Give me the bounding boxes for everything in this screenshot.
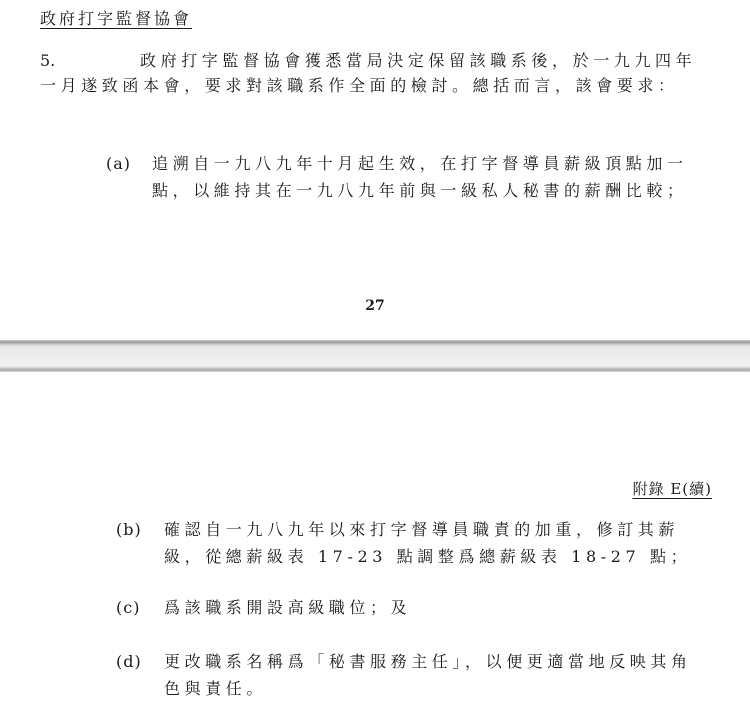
list-item-label: (d) (116, 652, 142, 671)
document-page-bottom (0, 372, 750, 714)
page-separator (0, 340, 750, 372)
document-page-top (0, 0, 750, 340)
section-heading: 政府打字監督協會 (40, 9, 193, 28)
list-item-label: (c) (116, 598, 141, 617)
list-item-d (116, 648, 706, 702)
list-item-label: (a) (106, 154, 132, 173)
list-item-text: 爲該職系開設高級職位；及 (164, 598, 412, 617)
paragraph-text: 政府打字監督協會獲悉當局決定保留該職系後，於一九九四年一月遂致函本會，要求對該職系作全面的檢討。總括而言，該會要求： (40, 51, 697, 95)
list-item-label: (b) (116, 520, 142, 539)
page-number: 27 (365, 298, 385, 314)
list-item-text: 追溯自一九八九年十月起生效，在打字督導員薪級頂點加一點，以維持其在一九八九年前與一級私人秘書的薪酬比較； (152, 154, 688, 200)
paragraph-5 (40, 48, 700, 98)
list-item-text: 更改職系名稱爲「秘書服務主任」，以便更適當地反映其角色與責任。 (164, 652, 692, 698)
list-item-text: 確認自一九八九年以來打字督導員職責的加重，修訂其薪級，從總薪級表 17-23 點調整爲總薪級表 18-27 點； (164, 520, 692, 566)
list-item-c (116, 594, 706, 621)
list-item-b (116, 516, 706, 570)
paragraph-number: 5. (40, 51, 56, 70)
annex-label: 附錄 E(續) (632, 480, 712, 498)
list-item-a (106, 150, 706, 204)
